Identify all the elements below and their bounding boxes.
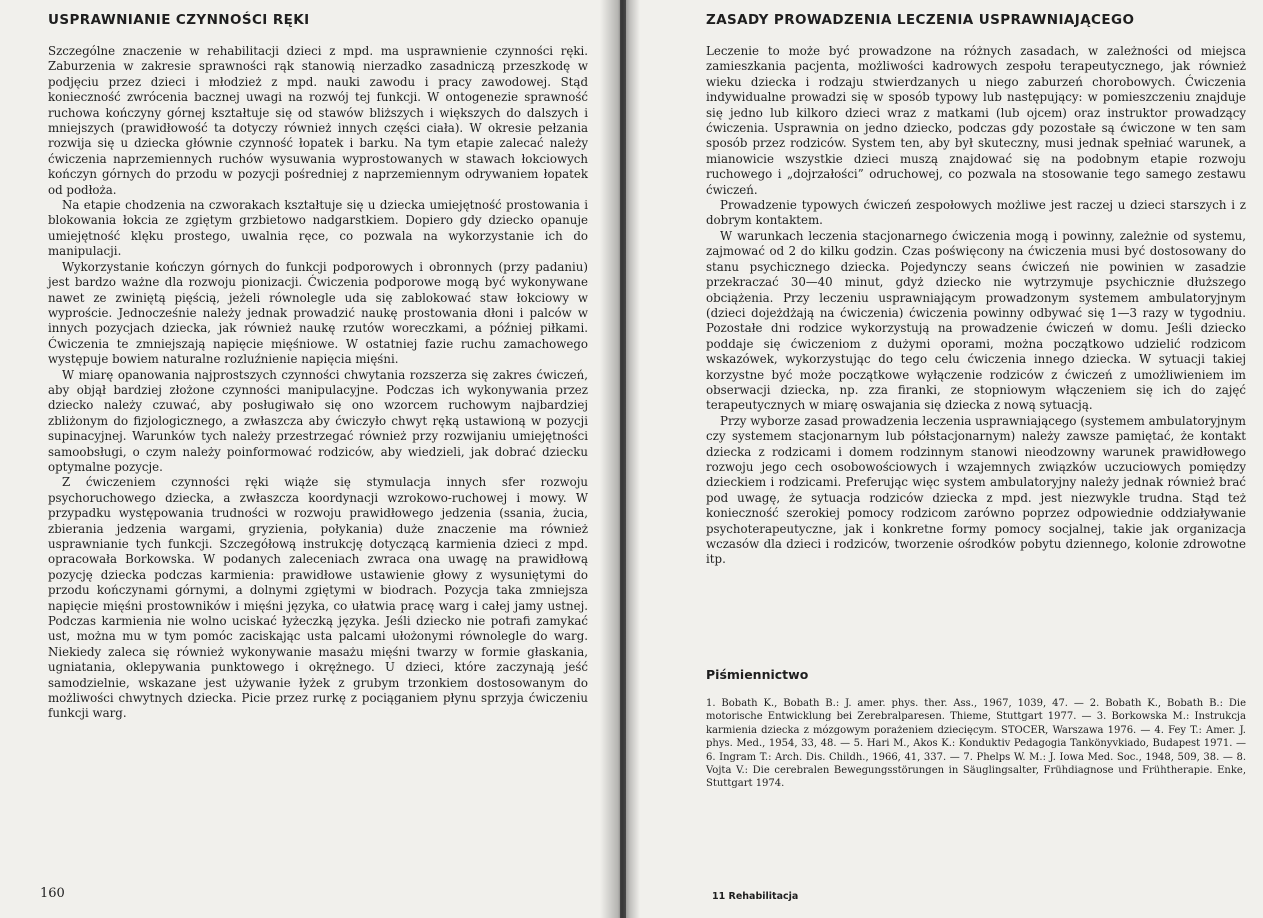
bibliography-list: 1. Bobath K., Bobath B.: J. amer. phys. ther. Ass., 1967, 1039, 47. — 2. Bobath K., Bobath B.: Die motorische Entwicklung bei Zerebralparesen. Thieme, Stuttgart 1977. — 3. Borkowska M.: Instrukcja karmienia dziecka z mózgowym porażeniem dziecięcym. STOCER, Warszawa 1976. — 4. Fey T.: Amer. J. phys. Med., 1954, 33, 48. — 5. Hari M., Akos K.: Konduktiv Pedagogia Tankönyvkiado, Budapest 1971. — 6. Ingram T.: Arch. Dis. Childh., 1966, 41, 337. — 7. Phelps W. M.: J. Iowa Med. Soc., 1948, 509, 38. — 8. Vojta V.: Die cerebralen Bewegungsstörungen in Säuglingsalter, Frühdiagnose und Frühtherapie. Enke, Stuttgart 1974.	[706, 698, 1246, 790]
right-paragraph-4: Przy wyborze zasad prowadzenia leczenia usprawniającego (systemem ambulatoryjnym czy systemem stacjonarnym lub półstacjonarnym) należy zawsze pamiętać, że kontakt dziecka z rodzicami i domem rodzinnym stanowi nieodzowny warunek prawidłowego rozwoju jego cech osobowościowych i wzajemnych związków uczuciowych pomiędzy dzieckiem i rodzicami. Preferując więc system ambulatoryjny należy jednak również brać pod uwagę, że sytuacja rodziców dziecka z mpd. jest niezwykle trudna. Stąd też konieczność szerokiej pomocy rodzicom zarówno poprzez odpowiednie oddziaływanie psychoterapeutyczne, jak i konkretne formy pomocy socjalnej, takie jak organizacja wczasów dla dzieci i rodziców, tworzenie ośrodków pobytu dziennego, kolonie zdrowotne itp.	[706, 413, 1246, 567]
left-page	[0, 0, 620, 918]
left-paragraph-5: Z ćwiczeniem czynności ręki wiąże się stymulacja innych sfer rozwoju psychoruchowego dziecka, a zwłaszcza koordynacji wzrokowo-ruchowej i mowy. W przypadku występowania trudności w rozwoju prawidłowego jedzenia (ssania, żucia, zbierania jedzenia wargami, gryzienia, połykania) duże znaczenie ma również usprawnianie tych funkcji. Szczegółową instrukcję dotyczącą karmienia dzieci z mpd. opracowała Borkowska. W podanych zaleceniach zwraca ona uwagę na prawidłową pozycję dziecka podczas karmienia: prawidłowe ustawienie głowy z wysuniętymi do przodu kończynami górnymi, a dolnymi zgiętymi w biodrach. Pozycja taka zmniejsza napięcie mięśni prostowników i mięśni języka, co ułatwia pracę warg i całej jamy ustnej. Podczas karmienia nie wolno uciskać łyżeczką języka. Jeśli dziecko nie potrafi zamykać ust, można mu w tym pomóc zaciskając usta palcami ułożonymi równolegle do warg. Niekiedy zaleca się również wykonywanie masażu mięśni twarzy w formie głaskania, ugniatania, oklepywania punktowego i okrężnego. U dzieci, które zaczynają jeść samodzielnie, wskazane jest używanie łyżek z grubym trzonkiem dostosowanym do możliwości chwytnych dziecka. Picie przez rurkę z pociąganiem płynu sprzyja ćwiczeniu funkcji warg.	[48, 475, 588, 721]
page-number: 160	[40, 886, 65, 901]
left-paragraph-1: Szczególne znaczenie w rehabilitacji dzieci z mpd. ma usprawnienie czynności ręki. Zaburzenia w zakresie sprawności rąk stanowią nierzadko zasadniczą przeszkodę w podjęciu przez dzieci i młodzież z mpd. nauki zawodu i pracy zawodowej. Stąd konieczność zwrócenia bacznej uwagi na rozwój tej funkcji. W ontogenezie sprawność ruchowa kończyny górnej kształtuje się od stawów bliższych i większych do dalszych i mniejszych (prawidłowość ta dotyczy również innych części ciała). W okresie pełzania rozwija się u dziecka głównie czynność łopatek i barku. Na tym etapie zalecać należy ćwiczenia naprzemiennych ruchów wysuwania wyprostowanych w stawach łokciowych kończyn górnych do przodu w pozycji pośredniej z naprzemiennym odrywaniem łopatek od podłoża.	[48, 44, 588, 197]
left-section-heading: USPRAWNIANIE CZYNNOŚCI RĘKI	[48, 12, 310, 28]
right-page	[626, 0, 1263, 918]
left-body-text	[48, 44, 588, 722]
right-paragraph-1: Leczenie to może być prowadzone na różnych zasadach, w zależności od miejsca zamieszkania pacjenta, możliwości kadrowych zespołu terapeutycznego, jak również wieku dziecka i rodzaju stwierdzanych u niego zaburzeń chorobowych. Ćwiczenia indywidualne prowadzi się w sposób typowy lub następujący: w pomieszczeniu znajduje się jedno lub kilkoro dzieci wraz z matkami (lub ojcem) oraz instruktor prowadzący ćwiczenia. Usprawnia on jedno dziecko, podczas gdy pozostałe są ćwiczone w ten sam sposób przez rodziców. System ten, aby był skuteczny, musi jednak spełniać warunek, a mianowicie wszystkie dzieci muszą znajdować się na podobnym etapie rozwoju ruchowego i „dojrzałości” odruchowej, co pozwala na stosowanie tego samego zestawu ćwiczeń.	[706, 44, 1246, 197]
right-section-heading: ZASADY PROWADZENIA LECZENIA USPRAWNIAJĄCEGO	[706, 12, 1135, 28]
bibliography-heading: Piśmiennictwo	[706, 667, 809, 682]
right-paragraph-3: W warunkach leczenia stacjonarnego ćwiczenia mogą i powinny, zależnie od systemu, zajmować od 2 do kilku godzin. Czas poświęcony na ćwiczenia musi być dostosowany do stanu psychicznego dziecka. Pojedynczy seans ćwiczeń nie powinien w zasadzie przekraczać 30—40 minut, gdyż dziecko nie wytrzymuje psychicznie dłuższego obciążenia. Przy leczeniu usprawniającym prowadzonym systemem ambulatoryjnym (dzieci dojeżdżają na ćwiczenia) ćwiczenia powinny odbywać się 1—3 razy w tygodniu. Pozostałe dni rodzice wykorzystują na prowadzenie ćwiczeń w domu. Jeśli dziecko poddaje się ćwiczeniom z dużymi oporami, można początkowo udzielić rodzicom wskazówek, wykorzystując do tego celu ćwiczenia innego dziecka. W sytuacji takiej korzystne być może początkowe wyłączenie rodziców z ćwiczeń z umożliwieniem im obserwacji dziecka, np. zza firanki, ze stopniowym włączeniem się ich do zajęć terapeutycznych w miarę oswajania się dziecka z nową sytuacją.	[706, 228, 1246, 413]
right-body-text	[706, 44, 1246, 568]
left-paragraph-2: Na etapie chodzenia na czworakach kształtuje się u dziecka umiejętność prostowania i blokowania łokcia ze zgiętym grzbietowo nadgarstkiem. Dopiero gdy dziecko opanuje umiejętność klęku prostego, uwalnia ręce, co pozwala na wykorzystanie ich do manipulacji.	[48, 198, 588, 259]
left-paragraph-4: W miarę opanowania najprostszych czynności chwytania rozszerza się zakres ćwiczeń, aby objął bardziej złożone czynności manipulacyjne. Podczas ich wykonywania przez dziecko należy czuwać, aby posługiwało się ono wzorcem ruchowym najbardziej zbliżonym do fizjologicznego, a zwłaszcza aby ćwiczyło chwyt ręką ustawioną w pozycji supinacyjnej. Warunków tych należy przestrzegać również przy rozwijaniu umiejętności samoobsługi, o czym należy poinformować rodziców, aby wiedzieli, jak dobrać dziecku optymalne pozycje.	[48, 367, 588, 474]
left-paragraph-3: Wykorzystanie kończyn górnych do funkcji podporowych i obronnych (przy padaniu) jest bardzo ważne dla rozwoju pionizacji. Ćwiczenia podporowe mogą być wykonywane nawet ze zwiniętą pięścią, jeżeli równolegle uda się zablokować staw łokciowy w wyproście. Jednocześnie należy jednak prowadzić naukę prostowania dłoni i palców w innych pozycjach dziecka, jak również naukę rzutów woreczkami, a później piłkami. Ćwiczenia te zmniejszają napięcie mięśniowe. W ostatniej fazie ruchu zamachowego występuje bowiem naturalne rozluźnienie napięcia mięśni.	[48, 259, 588, 367]
right-paragraph-2: Prowadzenie typowych ćwiczeń zespołowych możliwe jest raczej u dzieci starszych i z dobrym kontaktem.	[706, 198, 1246, 228]
printer-signature: 11 Rehabilitacja	[712, 891, 799, 902]
